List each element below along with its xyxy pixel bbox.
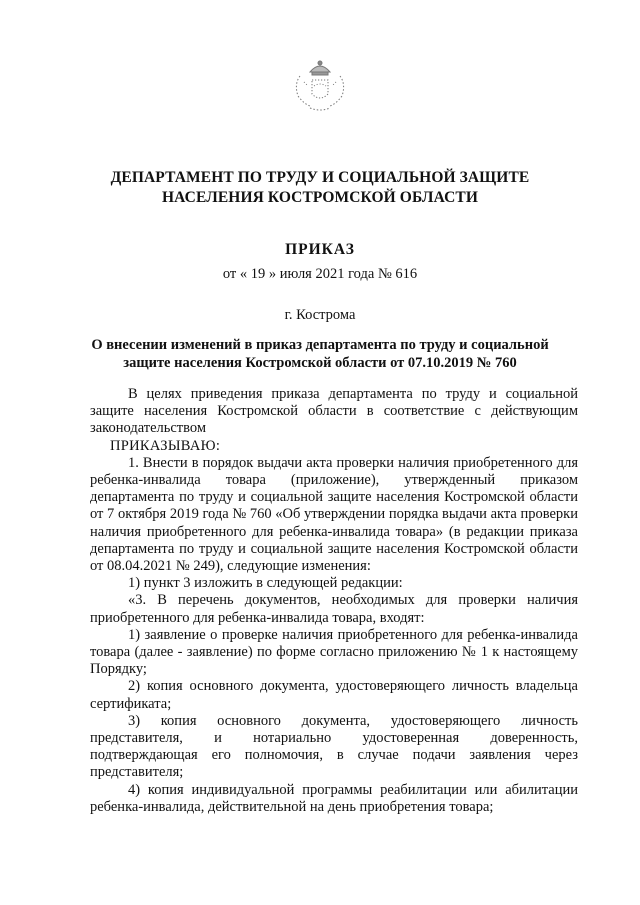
subitem-1-paragraph: 1) пункт 3 изложить в следующей редакции: bbox=[128, 575, 403, 592]
department-name bbox=[0, 168, 640, 208]
order-city: г. Кострома bbox=[284, 307, 356, 323]
department-line-2: НАСЕЛЕНИЯ КОСТРОМСКОЙ ОБЛАСТИ bbox=[162, 189, 478, 206]
order-date-number: от « 19 » июля 2021 года № 616 bbox=[222, 266, 418, 282]
order-title: ПРИКАЗ bbox=[285, 241, 355, 258]
subject-line-1: О внесении изменений в приказ департамента по труду и социальной bbox=[91, 337, 549, 353]
document-list-item-1: 1) заявление о проверке наличия приобретенного для ребенка-инвалида товара (далее - заявление) по форме согласно приложению № 1 к настоящему Порядку; bbox=[90, 626, 578, 678]
point-3-paragraph: «3. В перечень документов, необходимых для проверки наличия приобретенного для ребенка-инвалида товара, входят: bbox=[90, 592, 578, 626]
order-subject bbox=[0, 336, 640, 372]
subject-line-2: защите населения Костромской области от 07.10.2019 № 760 bbox=[123, 355, 517, 371]
document-list-item-3: 3) копия основного документа, удостоверяющего личность представителя, и нотариально удостоверенная доверенность, подтверждающая его полномочия, в случае подачи заявления через представителя; bbox=[90, 712, 578, 781]
department-line-1: ДЕПАРТАМЕНТ ПО ТРУДУ И СОЦИАЛЬНОЙ ЗАЩИТЕ bbox=[110, 169, 530, 186]
preamble-paragraph: В целях приведения приказа департамента по труду и социальной защите населения Костромской области в соответствие с действующим законодательством bbox=[90, 386, 578, 437]
crown-emblem-icon bbox=[288, 58, 352, 114]
order-body bbox=[90, 386, 578, 816]
document-list-item-2: 2) копия основного документа, удостоверяющего личность владельца сертификата; bbox=[90, 678, 578, 712]
coat-of-arms-emblem bbox=[288, 58, 352, 114]
document-list-item-4: 4) копия индивидуальной программы реабилитации или абилитации ребенка-инвалида, действительной на день приобретения товара; bbox=[90, 781, 578, 815]
command-word: ПРИКАЗЫВАЮ: bbox=[110, 437, 221, 454]
item-1-paragraph: 1. Внести в порядок выдачи акта проверки наличия приобретенного для ребенка-инвалида товара (приложение), утвержденный приказом департамента по труду и социальной защите населения Костромской области от 7 октября 2019 года № 760 «Об утверждении порядка выдачи акта проверки наличия приобретенного для ребенка-инвалида товара» (в редакции приказа департамента по труду и социальной защите населения Костромской области от 08.04.2021 № 249), следующие изменения: bbox=[90, 454, 578, 575]
